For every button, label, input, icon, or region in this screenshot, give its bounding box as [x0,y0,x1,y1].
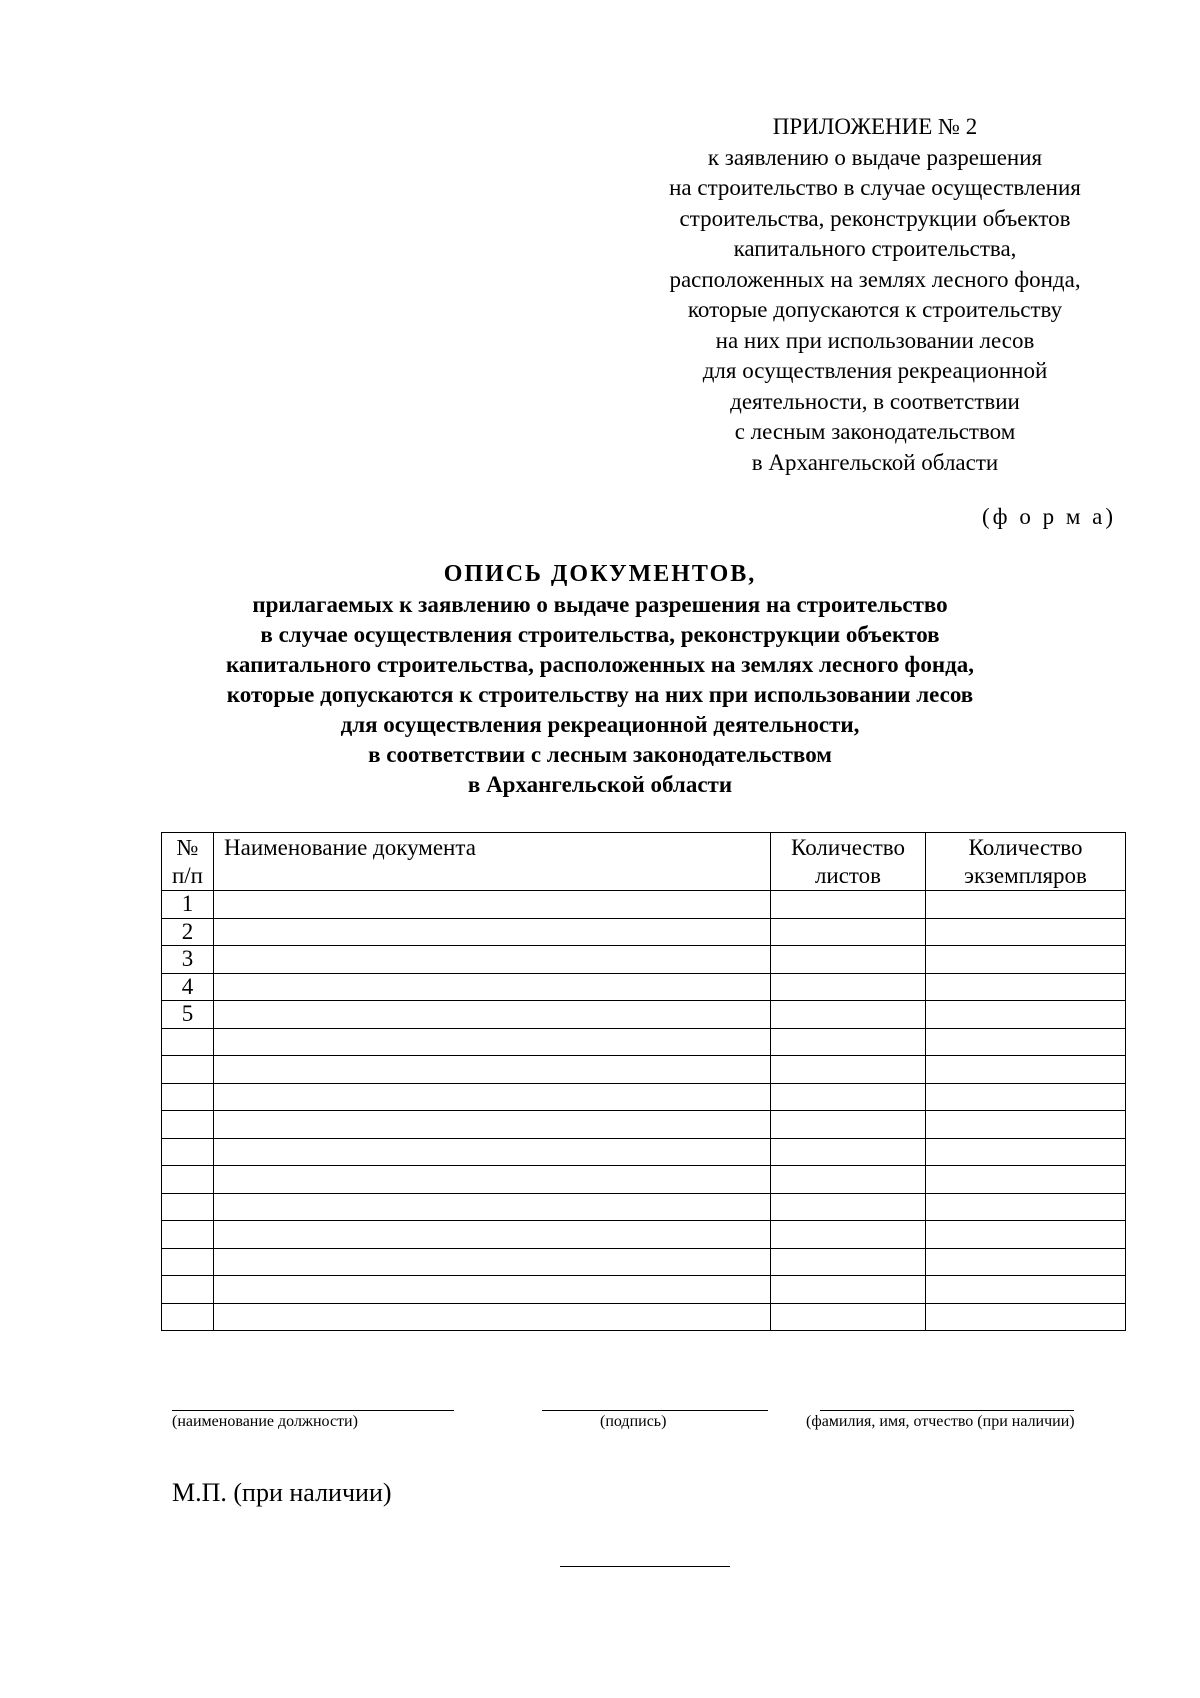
sheets-count-cell[interactable] [771,946,926,974]
row-number-cell[interactable] [162,1248,214,1276]
table-row [162,918,1126,946]
copies-count-cell[interactable] [926,1001,1126,1029]
document-subtitle [150,590,1050,800]
sheets-count-cell[interactable] [771,1111,926,1139]
document-name-cell[interactable] [214,1166,771,1194]
copies-count-cell[interactable] [926,1111,1126,1139]
document-name-cell[interactable] [214,1111,771,1139]
document-title-block [150,558,1050,800]
row-number-cell[interactable] [162,1111,214,1139]
sheets-count-cell[interactable] [771,1028,926,1056]
copies-count-cell[interactable] [926,1138,1126,1166]
table-row [162,1276,1126,1304]
appendix-header [620,112,1130,478]
subtitle-line: которые допускаются к строительству на них при использовании лесов [226,682,974,707]
table-row [162,1111,1126,1139]
appendix-line: с лесным законодательством [734,419,1016,444]
table-body [162,891,1126,1331]
table-row [162,1083,1126,1111]
table-row [162,1001,1126,1029]
document-name-cell[interactable] [214,1001,771,1029]
table-row [162,891,1126,919]
copies-count-cell[interactable] [926,1166,1126,1194]
sheets-count-cell[interactable] [771,1166,926,1194]
table-row [162,1166,1126,1194]
subtitle-line: в случае осуществления строительства, реконструкции объектов [260,622,940,647]
subtitle-line: в соответствии с лесным законодательством [368,742,832,767]
header-num-line1: № [176,835,199,860]
document-title: ОПИСЬ ДОКУМЕНТОВ, [443,561,757,587]
table-row [162,946,1126,974]
sheets-count-cell[interactable] [771,918,926,946]
appendix-line: в Архангельской области [751,449,999,475]
document-name-cell[interactable] [214,1193,771,1221]
row-number-cell[interactable] [162,1303,214,1331]
document-name-cell[interactable] [214,1028,771,1056]
sheets-count-cell[interactable] [771,973,926,1001]
position-signature-line [172,1410,454,1411]
copies-count-cell[interactable] [926,1056,1126,1084]
table-row [162,1248,1126,1276]
appendix-line: для осуществления рекреационной [702,358,1048,383]
document-name-cell[interactable] [214,973,771,1001]
end-of-document-line [560,1566,730,1567]
table-row [162,1193,1126,1221]
sheets-count-cell[interactable] [771,1193,926,1221]
sheets-count-cell[interactable] [771,1056,926,1084]
table-row [162,1138,1126,1166]
document-name-cell[interactable] [214,1276,771,1304]
header-copies-line2: экземпляров [964,863,1087,888]
document-name-cell[interactable] [214,1221,771,1249]
table-row [162,1028,1126,1056]
appendix-line: на строительство в случае осуществления [669,175,1081,200]
table-row [162,1221,1126,1249]
document-name-cell[interactable] [214,1138,771,1166]
document-name-cell[interactable] [214,918,771,946]
copies-count-cell[interactable] [926,891,1126,919]
row-number-cell[interactable] [162,1028,214,1056]
documents-table [161,832,1126,1331]
document-name-cell[interactable] [214,891,771,919]
position-caption: (наименование должности) [172,1413,358,1430]
appendix-line: строительства, реконструкции объектов [679,205,1071,231]
sheets-count-cell[interactable] [771,1303,926,1331]
row-number-cell[interactable]: 2 [162,918,214,946]
row-number-cell[interactable]: 3 [162,946,214,974]
copies-count-cell[interactable] [926,1248,1126,1276]
document-name-cell[interactable] [214,1303,771,1331]
copies-count-cell[interactable] [926,946,1126,974]
header-copies [926,833,1126,891]
table-row [162,1056,1126,1084]
signature-caption: (подпись) [600,1413,667,1430]
row-number-cell[interactable]: 4 [162,973,214,1001]
sheets-count-cell[interactable] [771,1083,926,1111]
row-number-cell[interactable] [162,1083,214,1111]
copies-count-cell[interactable] [926,1083,1126,1111]
row-number-cell[interactable]: 5 [162,1001,214,1029]
copies-count-cell[interactable] [926,973,1126,1001]
row-number-cell[interactable] [162,1056,214,1084]
row-number-cell[interactable] [162,1138,214,1166]
subtitle-line: для осуществления рекреационной деятельности, [340,712,860,737]
sheets-count-cell[interactable] [771,1001,926,1029]
stamp-place: М.П. (при наличии) [172,1478,392,1507]
copies-count-cell[interactable] [926,918,1126,946]
sheets-count-cell[interactable] [771,1248,926,1276]
header-sheets-line1: Количество [791,835,905,860]
document-name-cell[interactable] [214,1248,771,1276]
copies-count-cell[interactable] [926,1028,1126,1056]
full-name-caption: (фамилия, имя, отчество (при наличии) [806,1413,1075,1430]
appendix-line: ПРИЛОЖЕНИЕ № 2 [772,114,978,139]
full-name-signature-line [820,1410,1074,1411]
form-label: (ф о р м а) [982,504,1116,529]
header-copies-line1: Количество [968,835,1083,860]
row-number-cell[interactable]: 1 [162,891,214,919]
appendix-line: капитального строительства, [733,236,1017,261]
appendix-line: деятельности, в соответствии [730,388,1020,414]
subtitle-line: в Архангельской области [467,772,733,797]
header-sheets-line2: листов [814,863,882,888]
row-number-cell[interactable] [162,1276,214,1304]
header-num [162,833,214,891]
subtitle-line: капитального строительства, расположенных на землях лесного фонда, [226,652,974,677]
signature-line [542,1410,768,1411]
row-number-cell[interactable] [162,1193,214,1221]
subtitle-line: прилагаемых к заявлению о выдаче разрешения на строительство [252,592,948,617]
header-name [214,833,771,891]
sheets-count-cell[interactable] [771,1221,926,1249]
document-name-cell[interactable] [214,946,771,974]
copies-count-cell[interactable] [926,1221,1126,1249]
appendix-line: к заявлению о выдаче разрешения [707,144,1043,170]
copies-count-cell[interactable] [926,1303,1126,1331]
header-name-line1: Наименование документа [224,835,476,860]
copies-count-cell[interactable] [926,1276,1126,1304]
table-row [162,1303,1126,1331]
appendix-line: на них при использовании лесов [715,327,1035,353]
document-name-cell[interactable] [214,1056,771,1084]
table-row [162,973,1126,1001]
header-sheets [771,833,926,891]
sheets-count-cell[interactable] [771,1276,926,1304]
header-num-line2: п/п [171,863,203,888]
sheets-count-cell[interactable] [771,1138,926,1166]
table-header-row [162,833,1126,891]
copies-count-cell[interactable] [926,1193,1126,1221]
appendix-line: расположенных на землях лесного фонда, [669,266,1081,292]
appendix-line: которые допускаются к строительству [687,297,1063,322]
row-number-cell[interactable] [162,1166,214,1194]
sheets-count-cell[interactable] [771,891,926,919]
document-name-cell[interactable] [214,1083,771,1111]
row-number-cell[interactable] [162,1221,214,1249]
